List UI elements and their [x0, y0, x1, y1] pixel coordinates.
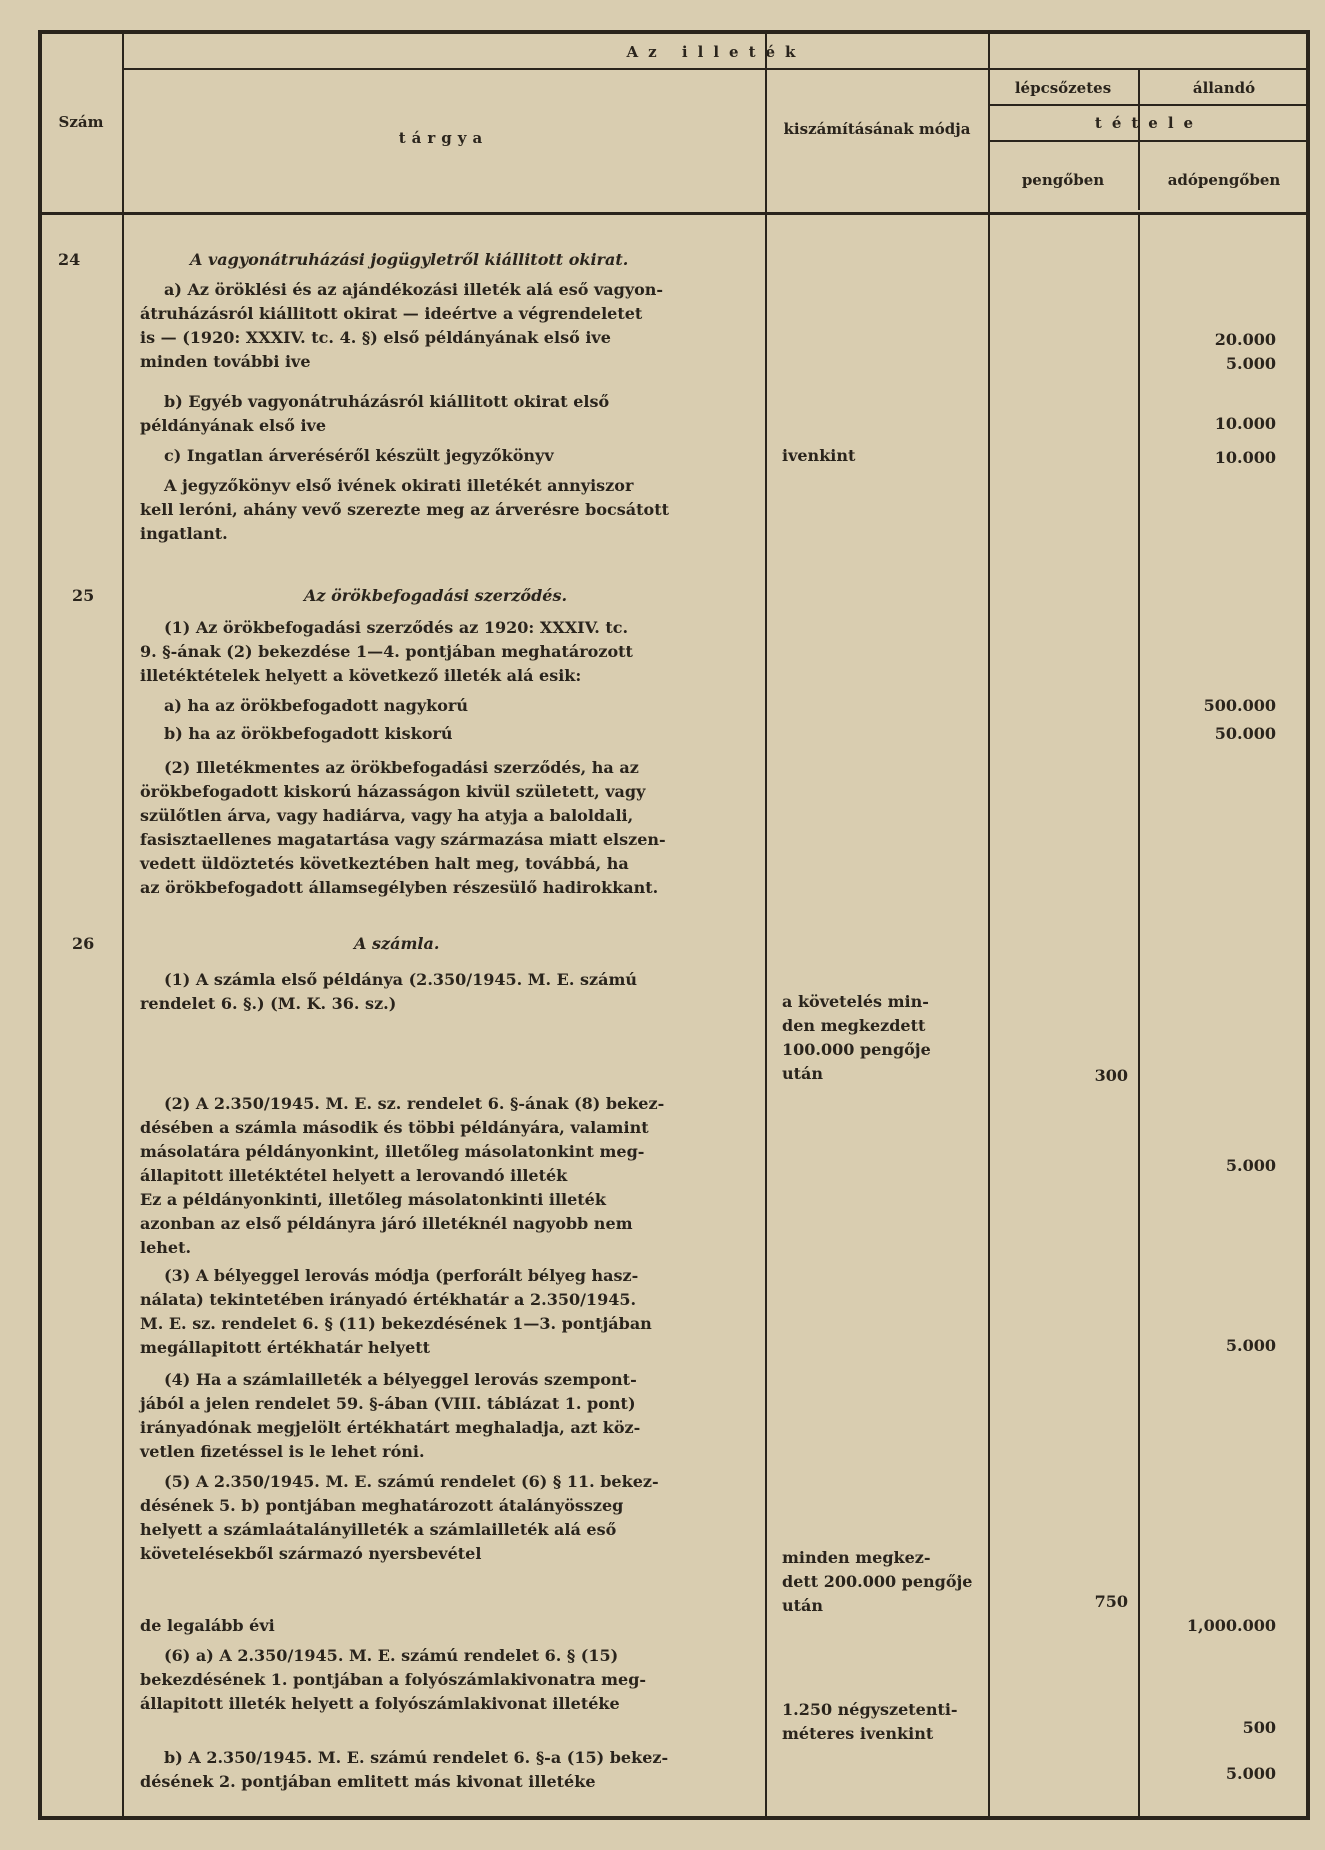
- amount: 750: [1094, 1592, 1128, 1611]
- text-line: is — (1920: XXXIV. tc. 4. §) első példányának első ive: [140, 328, 611, 347]
- text-line: másolatára példányonkint, illetőleg másolatonkint meg-: [140, 1142, 645, 1161]
- amount: 5.000: [1225, 354, 1276, 373]
- text-line: állapitott illetéktétel helyett a lerovandó illeték: [140, 1166, 568, 1185]
- text-line: kell leróni, ahány vevő szerezte meg az árverésre bocsátott: [140, 500, 669, 519]
- header-bottom-rule: [38, 212, 1310, 215]
- section-title: A számla.: [354, 934, 440, 953]
- text-line: a követelés min-: [782, 992, 929, 1011]
- text-line: (1) Az örökbefogadási szerződés az 1920: XXXIV. tc.: [164, 618, 629, 637]
- text-line: példányának első ive: [140, 416, 327, 435]
- text-line: örökbefogadott kiskorú házasságon kivül született, vagy: [140, 782, 646, 801]
- text-line: fasisztaellenes magatartása vagy származása miatt elszen-: [140, 830, 666, 849]
- text-line: 9. §-ának (2) bekezdése 1—4. pontjában meghatározott: [140, 642, 633, 661]
- amount: 500: [1242, 1718, 1276, 1737]
- section-25-a: a) ha az örökbefogadott nagykorú: [164, 696, 468, 715]
- text-line: 100.000 pengője: [782, 1040, 931, 1059]
- amount: 20.000: [1214, 330, 1276, 349]
- amount: 10.000: [1214, 448, 1276, 467]
- header-rule: [988, 140, 1310, 142]
- text-line: rendelet 6. §.) (M. K. 36. sz.): [140, 994, 397, 1013]
- section-26-p5: [140, 1470, 750, 1566]
- calc-mode: [782, 1546, 982, 1618]
- header-pengo: pengőben: [1021, 171, 1105, 189]
- calc-mode: ivenkint: [782, 446, 856, 465]
- text-line: bekezdésének 1. pontjában a folyószámlakivonatra meg-: [140, 1670, 647, 1689]
- text-line: átruházásról kiállitott okirat — ideértve a végrendeletet: [140, 304, 643, 323]
- section-26-p3: [140, 1264, 750, 1360]
- amount: 50.000: [1214, 724, 1276, 743]
- text-line: megállapitott értékhatár helyett: [140, 1338, 431, 1357]
- text-line: illetéktételek helyett a következő illeték alá esik:: [140, 666, 582, 685]
- section-number: 25: [72, 586, 95, 605]
- text-line: nálata) tekintetében irányadó értékhatár a 2.350/1945.: [140, 1290, 637, 1309]
- text-line: követelésekből származó nyersbevétel: [140, 1544, 482, 1563]
- header-allando: állandó: [1192, 79, 1256, 97]
- text-line: vedett üldöztetés következtében halt meg, továbbá, ha: [140, 854, 629, 873]
- amount: 5.000: [1225, 1336, 1276, 1355]
- text-line: b) Egyéb vagyonátruházásról kiállitott okirat első: [164, 392, 610, 411]
- text-line: Ez a példányonkinti, illetőleg másolatonkinti illeték: [140, 1190, 606, 1209]
- text-line: ingatlant.: [140, 524, 228, 543]
- header-rule: [988, 104, 1310, 106]
- amount: 5.000: [1225, 1156, 1276, 1175]
- header-title: Az illeték: [626, 43, 806, 61]
- text-line: szülőtlen árva, vagy hadiárva, vagy ha atyja a baloldali,: [140, 806, 634, 825]
- text-line: den megkezdett: [782, 1016, 926, 1035]
- header-adopengo: adópengőben: [1167, 171, 1281, 189]
- amount: 500.000: [1203, 696, 1276, 715]
- text-line: (6) a) A 2.350/1945. M. E. számú rendelet 6. § (15): [164, 1646, 619, 1665]
- section-26-p6: [140, 1644, 750, 1716]
- text-line: az örökbefogadott államsegélyben részesülő hadirokkant.: [140, 878, 659, 897]
- calc-mode: [782, 990, 982, 1086]
- section-24-note: [140, 474, 750, 546]
- header-mod: kiszámításának módja: [783, 120, 971, 138]
- text-line: A jegyzőkönyv első ivének okirati illetékét annyiszor: [164, 476, 634, 495]
- section-26-p1: [140, 968, 750, 1016]
- header-rule: [122, 68, 1310, 70]
- column-divider: [122, 30, 124, 1820]
- text-line: azonban az első példányra járó illetéknél nagyobb nem: [140, 1214, 633, 1233]
- column-divider: [765, 30, 767, 1820]
- text-line: désének 2. pontjában emlitett más kivonat illetéke: [140, 1772, 596, 1791]
- text-line: (4) Ha a számlailleték a bélyeggel lerovás szempont-: [164, 1370, 637, 1389]
- text-line: helyett a számlaátalányilleték a számlailleték alá eső: [140, 1520, 617, 1539]
- text-line: lehet.: [140, 1238, 192, 1257]
- section-24-c: c) Ingatlan árveréséről készült jegyzőkönyv: [164, 446, 554, 465]
- column-divider: [988, 30, 990, 1820]
- section-25-b: b) ha az örökbefogadott kiskorú: [164, 724, 453, 743]
- amount: 10.000: [1214, 414, 1276, 433]
- text-line: (2) Illetékmentes az örökbefogadási szerződés, ha az: [164, 758, 639, 777]
- text-line: minden megkez-: [782, 1548, 931, 1567]
- text-line: (3) A bélyeggel lerovás módja (perforált bélyeg hasz-: [164, 1266, 639, 1285]
- section-24-b: [140, 390, 750, 438]
- text-line: (2) A 2.350/1945. M. E. sz. rendelet 6. §-ának (8) bekez-: [164, 1094, 665, 1113]
- section-title: Az örökbefogadási szerződés.: [304, 586, 568, 605]
- text-line: (5) A 2.350/1945. M. E. számú rendelet (6) § 11. bekez-: [164, 1472, 659, 1491]
- text-line: désében a számla második és többi példányára, valamint: [140, 1118, 649, 1137]
- text-line: jából a jelen rendelet 59. §-ában (VIII. táblázat 1. pont): [140, 1394, 636, 1413]
- section-number: 26: [72, 934, 95, 953]
- text-line: vetlen fizetéssel is le lehet róni.: [140, 1442, 425, 1461]
- text-line: désének 5. b) pontjában meghatározott átalányösszeg: [140, 1496, 624, 1515]
- text-line: (1) A számla első példánya (2.350/1945. M. E. számú: [164, 970, 638, 989]
- calc-mode: [782, 1698, 982, 1746]
- section-26-p6b: [140, 1746, 750, 1794]
- text-line: b) A 2.350/1945. M. E. számú rendelet 6. §-a (15) bekez-: [164, 1748, 669, 1767]
- section-26-p5-min: de legalább évi: [140, 1616, 275, 1635]
- text-line: minden további ive: [140, 352, 311, 371]
- text-line: M. E. sz. rendelet 6. § (11) bekezdésének 1—3. pontjában: [140, 1314, 652, 1333]
- text-line: állapitott illeték helyett a folyószámlakivonat illetéke: [140, 1694, 620, 1713]
- section-25-p1: [140, 616, 750, 688]
- text-line: méteres ivenkint: [782, 1724, 934, 1743]
- section-26-p4: [140, 1368, 750, 1464]
- text-line: a) Az öröklési és az ajándékozási illeték alá eső vagyon-: [164, 280, 664, 299]
- text-line: után: [782, 1596, 824, 1615]
- section-24-a: [140, 278, 750, 374]
- amount: 300: [1094, 1066, 1128, 1085]
- text-line: után: [782, 1064, 824, 1083]
- section-number: 24: [58, 250, 81, 269]
- section-26-p2: [140, 1092, 750, 1260]
- text-line: 1.250 négyszetenti-: [782, 1700, 958, 1719]
- header-szam: Szám: [58, 113, 104, 131]
- amount: 1,000.000: [1186, 1616, 1276, 1635]
- header-lepcsozetes: lépcsőzetes: [1014, 79, 1112, 97]
- section-title: A vagyonátruházási jogügyletről kiállitott okirat.: [190, 250, 629, 269]
- section-25-p2: [140, 756, 750, 900]
- text-line: irányadónak megjelölt értékhatárt meghaladja, azt köz-: [140, 1418, 641, 1437]
- text-line: dett 200.000 pengője: [782, 1572, 973, 1591]
- header-targya: tárgya: [398, 129, 489, 147]
- amount: 5.000: [1225, 1764, 1276, 1783]
- header-tetele: tétele: [1094, 114, 1204, 132]
